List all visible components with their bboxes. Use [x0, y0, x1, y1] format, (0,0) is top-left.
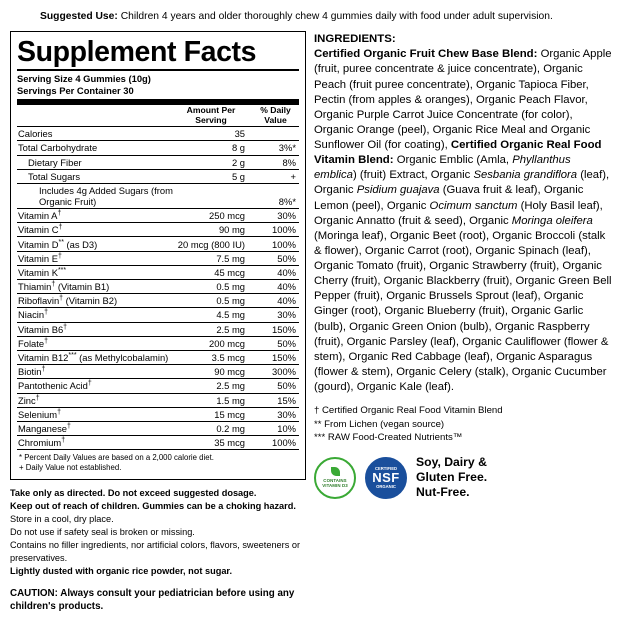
nutrient-name: Calories	[17, 127, 177, 141]
nutrient-name: Vitamin B6†	[17, 322, 177, 336]
free-claims	[416, 455, 487, 501]
notes-block	[314, 404, 614, 445]
nutrient-daily-value: 150%	[255, 322, 299, 336]
nutrient-amount: 2.5 mg	[177, 379, 255, 393]
nutrient-amount: 90 mcg	[177, 365, 255, 379]
nutrient-amount: 45 mcg	[177, 265, 255, 279]
badges-row	[314, 455, 614, 501]
badge-d3-line1: CONTAINS	[323, 477, 347, 483]
nutrient-row	[17, 407, 299, 421]
nutrient-daily-value: 40%	[255, 280, 299, 294]
vitamin-blend-text: Organic Emblic (Amla, Phyllanthus emblica) (fruit) Extract, Organic Sesbania grandiflora (leaf), Organic Psidium guajava (Guava fruit & leaf), Organic Lemon (peel), Organic Ocimum sanctum (Holy Basil leaf), Organic Annatto (fruit & seed), Organic Moringa oleifera (Moringa leaf), Organic Beet (root), Organic Broccoli (stalk & flower), Organic Carrot (root), Organic Spinach (leaf), Organic Tomato (fruit), Organic Strawberry (fruit), Organic Cherry (fruit), Organic Blackberry (fruit), Organic Green Bell Pepper (fruit), Organic Brussels Sprout (leaf), Organic Ginger (root), Organic Blueberry (fruit), Organic Garlic (bulb), Organic Green Onion (bulb), Organic Raspberry (fruit), Organic Parsley (leaf), Organic Cauliflower (flower & stem), Organic Red Cabbage (leaf), Organic Asparagus (flower & stem), Organic Celery (stalk), Organic Cucumber (gourd), Organic Kale (leaf).	[314, 154, 612, 394]
nutrient-row	[17, 209, 299, 223]
nutrient-name: Vitamin K***	[17, 265, 177, 279]
claim-line-2: Gluten Free.	[416, 470, 488, 485]
vitamin-d3-badge-icon	[314, 457, 356, 499]
nutrient-daily-value: 40%	[255, 265, 299, 279]
nutrient-row	[17, 365, 299, 379]
claim-line-3: Nut-Free.	[416, 485, 470, 500]
left-column	[10, 31, 306, 614]
nutrient-row	[17, 223, 299, 237]
nutrient-amount	[177, 183, 255, 208]
nutrient-daily-value: 300%	[255, 365, 299, 379]
header-amount-per-serving: Amount Per Serving	[177, 105, 255, 127]
nutrient-row	[17, 265, 299, 279]
footnotes	[17, 450, 299, 475]
nutrient-daily-value: 100%	[255, 436, 299, 450]
nutrient-amount: 7.5 mg	[177, 251, 255, 265]
base-blend-heading: Certified Organic Fruit Chew Base Blend:	[314, 48, 538, 61]
servings-per-container: Servings Per Container 30	[17, 85, 134, 97]
directions-block	[10, 487, 306, 578]
nutrient-row	[17, 294, 299, 308]
nutrient-row	[17, 280, 299, 294]
nutrient-daily-value: 150%	[255, 350, 299, 364]
badge-nsf-mark: NSF	[372, 470, 400, 486]
nutrient-name: Vitamin A†	[17, 209, 177, 223]
note-organic-vitamin-blend: † Certified Organic Real Food Vitamin Blend	[314, 405, 503, 417]
direction-line-3: Store in a cool, dry place.	[10, 513, 114, 524]
nutrient-daily-value: 50%	[255, 379, 299, 393]
badge-nsf-line1: CERTIFIED	[374, 466, 398, 472]
nutrient-name: Zinc†	[17, 393, 177, 407]
footnote-percent-dv: * Percent Daily Values are based on a 2,000 calorie diet.	[19, 453, 214, 463]
nutrient-amount: 20 mcg (800 IU)	[177, 237, 255, 251]
nutrient-name: Total Sugars	[17, 169, 177, 183]
nutrient-row	[17, 436, 299, 450]
footnote-dv-not-established: + Daily Value not established.	[19, 463, 122, 473]
nutrient-amount: 2 g	[177, 155, 255, 169]
ingredients-title: INGREDIENTS:	[314, 32, 396, 45]
nutrient-amount: 8 g	[177, 141, 255, 155]
nutrient-name: Vitamin D** (as D3)	[17, 237, 177, 251]
nutrient-daily-value: 30%	[255, 308, 299, 322]
nutrient-row	[17, 350, 299, 364]
leaf-icon	[331, 467, 340, 476]
nutrient-amount: 5 g	[177, 169, 255, 183]
direction-line-2: Keep out of reach of children. Gummies can be a choking hazard.	[10, 500, 296, 511]
claim-line-1: Soy, Dairy &	[416, 454, 487, 469]
nutrient-amount: 1.5 mg	[177, 393, 255, 407]
nutrient-daily-value: 30%	[255, 407, 299, 421]
content-columns	[10, 31, 615, 614]
nutrient-daily-value: 10%	[255, 421, 299, 435]
nutrient-name: Riboflavin† (Vitamin B2)	[17, 294, 177, 308]
nutrient-amount: 90 mg	[177, 223, 255, 237]
nutrient-row	[17, 183, 299, 208]
serving-info	[17, 71, 299, 99]
table-header-row	[17, 105, 299, 127]
supplement-facts-panel	[10, 31, 306, 480]
nutrient-daily-value: 15%	[255, 393, 299, 407]
note-raw-nutrients: *** RAW Food-Created Nutrients™	[314, 432, 463, 444]
nutrient-row	[17, 155, 299, 169]
nutrient-daily-value: 50%	[255, 251, 299, 265]
nutrient-name: Vitamin C†	[17, 223, 177, 237]
nutrient-amount: 0.2 mg	[177, 421, 255, 435]
nutrient-row	[17, 169, 299, 183]
suggested-use-label: Suggested Use:	[40, 11, 118, 22]
nutrient-name: Total Carbohydrate	[17, 141, 177, 155]
nutrient-amount: 0.5 mg	[177, 280, 255, 294]
supplement-facts-title: Supplement Facts	[17, 35, 257, 68]
nutrient-amount: 3.5 mcg	[177, 350, 255, 364]
suggested-use-text: Children 4 years and older thoroughly chew 4 gummies daily with food under adult supervision.	[117, 11, 553, 22]
direction-line-4: Do not use if safety seal is broken or missing.	[10, 526, 195, 537]
nutrient-name: Biotin†	[17, 365, 177, 379]
nutrient-daily-value: +	[255, 169, 299, 183]
nutrient-name: Selenium†	[17, 407, 177, 421]
right-column	[314, 31, 614, 501]
nutrient-daily-value: 40%	[255, 294, 299, 308]
nutrient-daily-value: 3%*	[255, 141, 299, 155]
nutrient-amount: 15 mcg	[177, 407, 255, 421]
nutrient-name: Vitamin B12*** (as Methylcobalamin)	[17, 350, 177, 364]
vitamin-blend-heading: Certified Organic Real Food Vitamin Blend:	[314, 139, 602, 167]
nutrient-row	[17, 421, 299, 435]
caution-text: Always consult your pediatrician before using any children's products.	[10, 587, 295, 613]
nutrient-amount: 35 mcg	[177, 436, 255, 450]
nutrient-amount: 0.5 mg	[177, 294, 255, 308]
nutrient-name: Niacin†	[17, 308, 177, 322]
nutrient-name: Dietary Fiber	[17, 155, 177, 169]
nutrient-daily-value: 100%	[255, 237, 299, 251]
caution-label: CAUTION:	[10, 587, 58, 599]
nutrient-daily-value: 100%	[255, 223, 299, 237]
nutrient-name: Folate†	[17, 336, 177, 350]
nutrient-row	[17, 393, 299, 407]
nutrient-row	[17, 379, 299, 393]
nutrient-daily-value: 8%*	[255, 183, 299, 208]
direction-line-1: Take only as directed. Do not exceed suggested dosage.	[10, 487, 257, 498]
nutrient-amount: 200 mcg	[177, 336, 255, 350]
ingredients-body	[314, 47, 614, 395]
nutrient-daily-value: 50%	[255, 336, 299, 350]
nutrient-row	[17, 322, 299, 336]
nutrient-row	[17, 237, 299, 251]
caution-block	[10, 587, 306, 614]
note-lichen-source: ** From Lichen (vegan source)	[314, 418, 445, 430]
nutrient-amount: 4.5 mg	[177, 308, 255, 322]
nutrient-row	[17, 336, 299, 350]
header-blank	[17, 105, 177, 127]
nutrition-table	[17, 105, 299, 450]
nutrient-row	[17, 251, 299, 265]
nutrient-name: Vitamin E†	[17, 251, 177, 265]
nutrient-row	[17, 308, 299, 322]
badge-nsf-line3: ORGANIC	[376, 484, 396, 490]
nutrient-name: Thiamin† (Vitamin B1)	[17, 280, 177, 294]
nutrient-row	[17, 141, 299, 155]
nutrient-daily-value: 30%	[255, 209, 299, 223]
nutrient-amount: 2.5 mg	[177, 322, 255, 336]
base-blend-text: Organic Apple (fruit, puree concentrate & juice concentrate), Organic Peach (fruit puree concentrate), Organic Tapioca Fiber, Pectin (from apples & oranges), Organic Peach Flavor, Organic Purple Carrot Juice Concentrate (for color), Organic Orange (peel), Organic Rice Meal and Organic Sunflower Oil (for coating),	[314, 48, 612, 152]
nutrient-name: Manganese†	[17, 421, 177, 435]
nutrient-amount: 35	[177, 127, 255, 141]
direction-line-6: Lightly dusted with organic rice powder, not sugar.	[10, 565, 233, 576]
nsf-organic-badge-icon	[365, 457, 407, 499]
nutrient-name: Pantothenic Acid†	[17, 379, 177, 393]
nutrient-amount: 250 mcg	[177, 209, 255, 223]
direction-line-5: Contains no filler ingredients, nor artificial colors, flavors, sweeteners or preservatives.	[10, 539, 301, 563]
suggested-use-block	[40, 10, 610, 24]
nutrient-row	[17, 127, 299, 141]
nutrient-name: Includes 4g Added Sugars (from Organic Fruit)	[17, 183, 177, 208]
badge-d3-line2: VITAMIN D3	[322, 483, 348, 489]
header-daily-value: % Daily Value	[255, 105, 299, 127]
serving-size: Serving Size 4 Gummies (10g)	[17, 73, 151, 85]
nutrient-daily-value	[255, 127, 299, 141]
nutrient-daily-value: 8%	[255, 155, 299, 169]
nutrient-name: Chromium†	[17, 436, 177, 450]
